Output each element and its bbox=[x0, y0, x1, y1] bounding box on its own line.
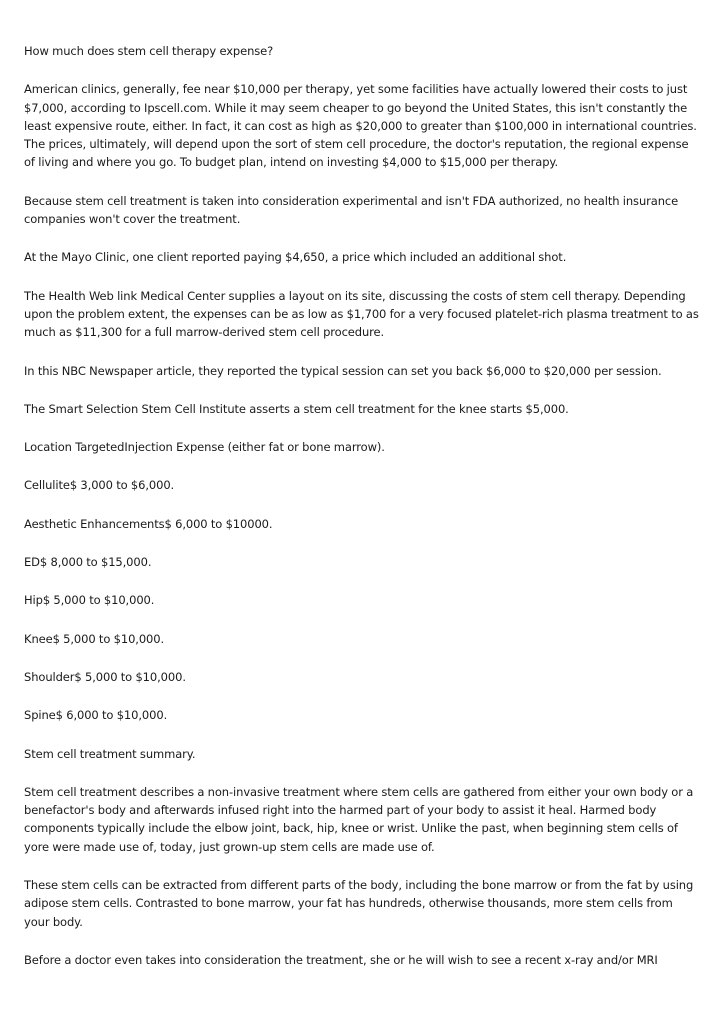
paragraph-health-web-link: The Health Web link Medical Center supplies a layout on its site, discussing the costs of stem cell therapy. Depending upon the problem extent, the expenses can be as low as $1,700 for a very focused platelet-rich plasma treatment to as much as $11,300 for a full marrow-derived stem cell procedure. bbox=[24, 288, 699, 340]
paragraph-nbc-article: In this NBC Newspaper article, they reported the typical session can set you back $6,000 to $20,000 per session. bbox=[24, 363, 662, 378]
paragraph-stem-cell-sources: These stem cells can be extracted from different parts of the body, including the bone marrow or from the fat by using adipose stem cells. Contrasted to bone marrow, your fat has hundreds, otherwise thousands, more stem cells from your body. bbox=[24, 878, 694, 929]
paragraph-insurance: Because stem cell treatment is taken into consideration experimental and isn't FDA authorized, no health insurance companies won't cover the treatment. bbox=[24, 193, 679, 227]
paragraph-smart-selection: The Smart Selection Stem Cell Institute asserts a stem cell treatment for the knee starts $5,000. bbox=[24, 401, 569, 416]
price-item-aesthetic: Aesthetic Enhancements$ 6,000 to $10000. bbox=[24, 516, 273, 531]
price-item-cellulite: Cellulite$ 3,000 to $6,000. bbox=[24, 478, 175, 493]
paragraph-location-header: Location TargetedInjection Expense (either fat or bone marrow). bbox=[24, 440, 385, 455]
paragraph-summary-heading: Stem cell treatment summary. bbox=[24, 746, 196, 761]
price-item-hip: Hip$ 5,000 to $10,000. bbox=[24, 593, 155, 608]
paragraph-clinic-costs: American clinics, generally, fee near $10,000 per therapy, yet some facilities have actually lowered their costs to just $7,000, according to Ipscell.com. While it may seem cheaper to go beyond the United States, this isn't constantly the least expensive route, either. In fact, it can cost as high as $20,000 to greater than $100,000 in international countries. The prices, ultimately, will depend upon the sort of stem cell procedure, the doctor's reputation, the regional expense of living and where you go. To budget plan, intend on investing $4,000 to $15,000 per therapy. bbox=[24, 82, 697, 170]
paragraph-heading-question: How much does stem cell therapy expense? bbox=[24, 44, 274, 58]
paragraph-treatment-description: Stem cell treatment describes a non-invasive treatment where stem cells are gathered from either your own body or a benefactor's body and afterwards infused right into the harmed part of your body to assist it heal. Harmed body components typically include the elbow joint, back, hip, knee or wrist. Unlike the past, when beginning stem cells of yore were made use of, today, just grown-up stem cells are made use of. bbox=[24, 784, 694, 854]
paragraph-mayo-clinic: At the Mayo Clinic, one client reported paying $4,650, a price which included an additional shot. bbox=[24, 250, 567, 265]
price-item-shoulder: Shoulder$ 5,000 to $10,000. bbox=[24, 669, 186, 684]
price-item-knee: Knee$ 5,000 to $10,000. bbox=[24, 631, 165, 646]
price-item-spine: Spine$ 6,000 to $10,000. bbox=[24, 708, 168, 723]
price-item-ed: ED$ 8,000 to $15,000. bbox=[24, 555, 152, 570]
paragraph-doctor-consideration: Before a doctor even takes into consideration the treatment, she or he will wish to see a recent x-ray and/or MRI bbox=[24, 952, 658, 967]
